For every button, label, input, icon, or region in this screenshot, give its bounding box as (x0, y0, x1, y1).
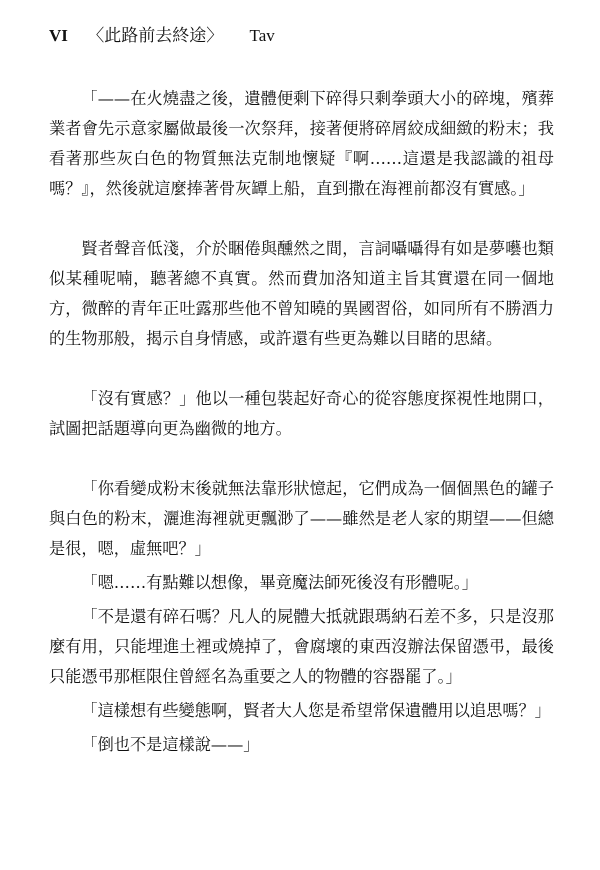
paragraph-2: 賢者聲音低淺，介於睏倦與醺然之間，言詞囁囁得有如是夢囈也類似某種呢喃，聽著總不真實。然而費加洛知道主旨其實還在同一個地方，微醉的青年正吐露那些他不曾知曉的異國習俗，如同所有不勝酒力的生物那般，揭示自身情感，或許還有些更為難以目睹的思緒。 (49, 239, 554, 348)
paragraph-5: 「嗯……有點難以想像，畢竟魔法師死後沒有形體呢。」 (81, 573, 478, 592)
paragraph-6: 「不是還有碎石嗎？凡人的屍體大抵就跟瑪納石差不多，只是沒那麼有用，只能埋進土裡或燒掉了，會腐壞的東西沒辦法保留憑弔，最後只能憑弔那框限住曾經名為重要之人的物體的容器罷了。」 (49, 607, 554, 686)
paragraph-8: 「倒也不是這樣說——」 (81, 735, 260, 754)
chapter-header (49, 24, 554, 48)
paragraph-3: 「沒有實感？」他以一種包裝起好奇心的從容態度探視性地開口，試圖把話題導向更為幽微的地方。 (49, 389, 554, 438)
chapter-author: Tav (249, 26, 275, 45)
chapter-title: 〈此路前去終途〉 (87, 26, 224, 45)
paragraph-1: 「——在火燒盡之後，遺體便剩下碎得只剩拳頭大小的碎塊，殯葬業者會先示意家屬做最後一次祭拜，接著便將碎屑絞成細緻的粉末；我看著那些灰白色的物質無法克制地懷疑『啊……這還是我認識的祖母嗎？』，然後就這麼捧著骨灰罈上船，直到撒在海裡前都沒有實感。」 (49, 89, 554, 198)
paragraph-4: 「你看變成粉末後就無法靠形狀憶起，它們成為一個個黑色的罐子與白色的粉末，灑進海裡就更飄渺了——雖然是老人家的期望——但總是很，嗯，虛無吧？」 (49, 479, 554, 558)
paragraph-7: 「這樣想有些變態啊，賢者大人您是希望常保遺體用以追思嗎？」 (81, 701, 551, 720)
chapter-number: VI (49, 26, 68, 45)
